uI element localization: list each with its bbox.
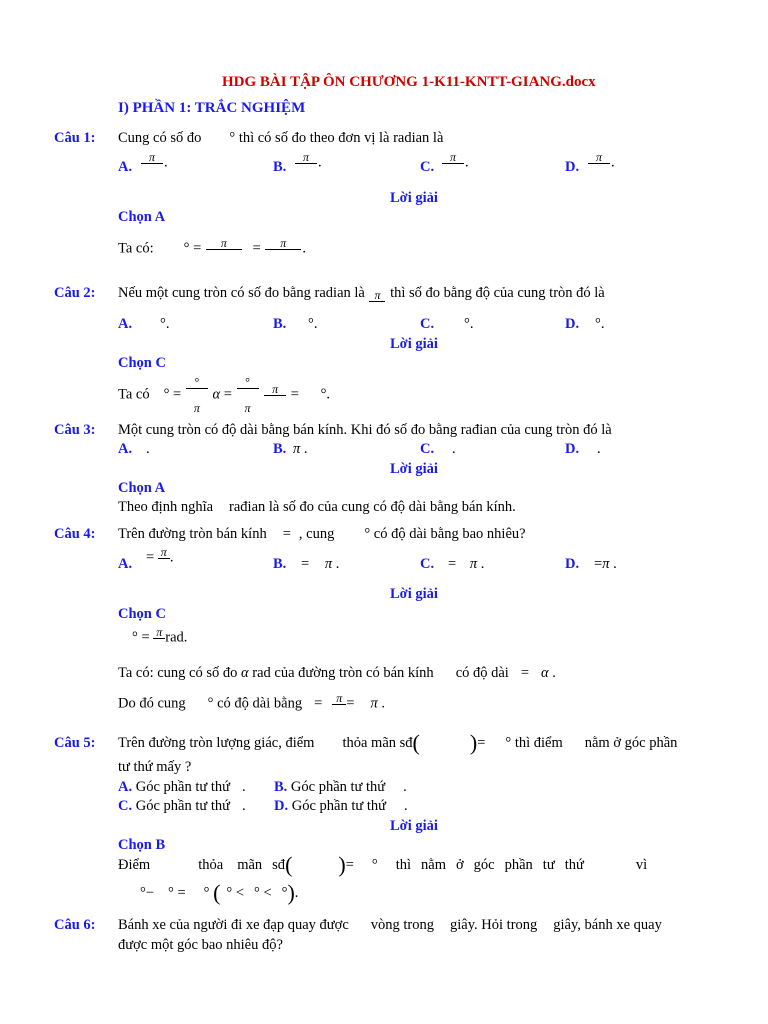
- q2-stem: Nếu một cung tròn có số đo bằng radian là π thì số đo bằng độ của cung tròn đó là: [118, 285, 605, 313]
- q2-label: Câu 2:: [54, 285, 96, 301]
- q3-option-c: C.: [420, 441, 435, 457]
- q1-option-a: A.: [118, 159, 133, 175]
- q1-option-b-frac: π .: [294, 151, 322, 175]
- q1-option-a-frac: π .: [140, 151, 168, 175]
- q5-work-line1: Điểm thỏa mãn sđ( )= ° thì nằm ở góc phần tư thứ vì: [118, 852, 648, 877]
- document-title: HDG BÀI TẬP ÔN CHƯƠNG 1-K11-KNTT-GIANG.docx: [222, 74, 596, 90]
- q5-option-b: B. Góc phần tư thứ .: [274, 779, 407, 795]
- q4-option-c: C.: [420, 556, 435, 572]
- q1-option-c: C.: [420, 159, 435, 175]
- q6-stem-line1: Bánh xe của người đi xe đạp quay được vòng trong giây. Hỏi trong giây, bánh xe quay: [118, 917, 662, 933]
- q4-work-3: Do đó cung ° có độ dài bằng = π = π .: [118, 692, 385, 716]
- q4-solution-heading: Lời giải: [390, 586, 438, 602]
- q6-label: Câu 6:: [54, 917, 96, 933]
- q3-explanation: Theo định nghĩa rađian là số đo của cung có độ dài bằng bán kính.: [118, 499, 516, 515]
- q2-option-c-value: °.: [464, 316, 474, 332]
- q5-option-c: C. Góc phần tư thứ .: [118, 798, 246, 814]
- q1-label: Câu 1:: [54, 130, 96, 146]
- q2-option-c: C.: [420, 316, 435, 332]
- part-heading: I) PHẦN 1: TRẮC NGHIỆM: [118, 100, 306, 116]
- q2-solution-heading: Lời giải: [390, 336, 438, 352]
- q2-option-a-value: °.: [160, 316, 170, 332]
- q3-label: Câu 3:: [54, 422, 96, 438]
- q4-option-b-value: = π .: [301, 556, 340, 572]
- q3-stem: Một cung tròn có độ dài bằng bán kính. Khi đó số đo bằng rađian của cung tròn đó là: [118, 422, 612, 438]
- q4-work-2: Ta có: cung có số đo α rad của đường tròn có bán kính có độ dài = α .: [118, 665, 556, 681]
- q6-stem-line2: được một góc bao nhiêu độ?: [118, 937, 283, 953]
- q3-option-d-value: .: [597, 441, 601, 457]
- q1-choice: Chọn A: [118, 209, 166, 225]
- q1-option-d-frac: π .: [587, 151, 615, 175]
- q3-option-b-value: π .: [293, 441, 308, 457]
- q1-stem: Cung có số đo ° thì có số đo theo đơn vị là radian là: [118, 130, 444, 146]
- q3-choice: Chọn A: [118, 480, 166, 496]
- q2-option-d: D.: [565, 316, 580, 332]
- q1-option-d: D.: [565, 159, 580, 175]
- q4-work-1: ° = π rad.: [132, 626, 187, 650]
- q2-choice: Chọn C: [118, 355, 166, 371]
- q5-work-line2: °− ° = ° ( ° < ° < °).: [140, 880, 299, 905]
- q5-stem-line2: tư thứ mấy ?: [118, 759, 192, 775]
- q5-option-a: A. Góc phần tư thứ .: [118, 779, 246, 795]
- q1-work: Ta có: ° = π = π .: [118, 237, 306, 261]
- q1-solution-heading: Lời giải: [390, 190, 438, 206]
- q2-option-b-value: °.: [308, 316, 318, 332]
- q3-option-d: D.: [565, 441, 580, 457]
- q5-option-d: D. Góc phần tư thứ .: [274, 798, 408, 814]
- q2-option-b: B.: [273, 316, 287, 332]
- q3-option-a-value: .: [146, 441, 150, 457]
- q4-option-b: B.: [273, 556, 287, 572]
- q4-choice: Chọn C: [118, 606, 166, 622]
- q4-option-d: D.: [565, 556, 580, 572]
- q3-option-b: B.: [273, 441, 287, 457]
- q4-option-c-value: = π .: [448, 556, 485, 572]
- q4-option-d-value: =π .: [594, 556, 617, 572]
- q3-option-c-value: .: [452, 441, 456, 457]
- q4-option-a: A.: [118, 556, 133, 572]
- q4-option-a-value: = π .: [146, 546, 173, 570]
- q3-solution-heading: Lời giải: [390, 461, 438, 477]
- q5-choice: Chọn B: [118, 837, 166, 853]
- q4-stem: Trên đường tròn bán kính = , cung ° có độ dài bằng bao nhiêu?: [118, 526, 526, 542]
- q2-option-a: A.: [118, 316, 133, 332]
- q5-solution-heading: Lời giải: [390, 818, 438, 834]
- q1-option-b: B.: [273, 159, 287, 175]
- q5-label: Câu 5:: [54, 735, 96, 751]
- q5-stem-line1: Trên đường tròn lượng giác, điểm thỏa mãn sđ( )= ° thì điểm nằm ở góc phần: [118, 730, 678, 755]
- q2-work: Ta có ° = ° π α = ° π π = °.: [118, 375, 331, 415]
- q2-option-d-value: °.: [595, 316, 605, 332]
- q4-label: Câu 4:: [54, 526, 96, 542]
- q3-option-a: A.: [118, 441, 133, 457]
- q1-option-c-frac: π .: [441, 151, 469, 175]
